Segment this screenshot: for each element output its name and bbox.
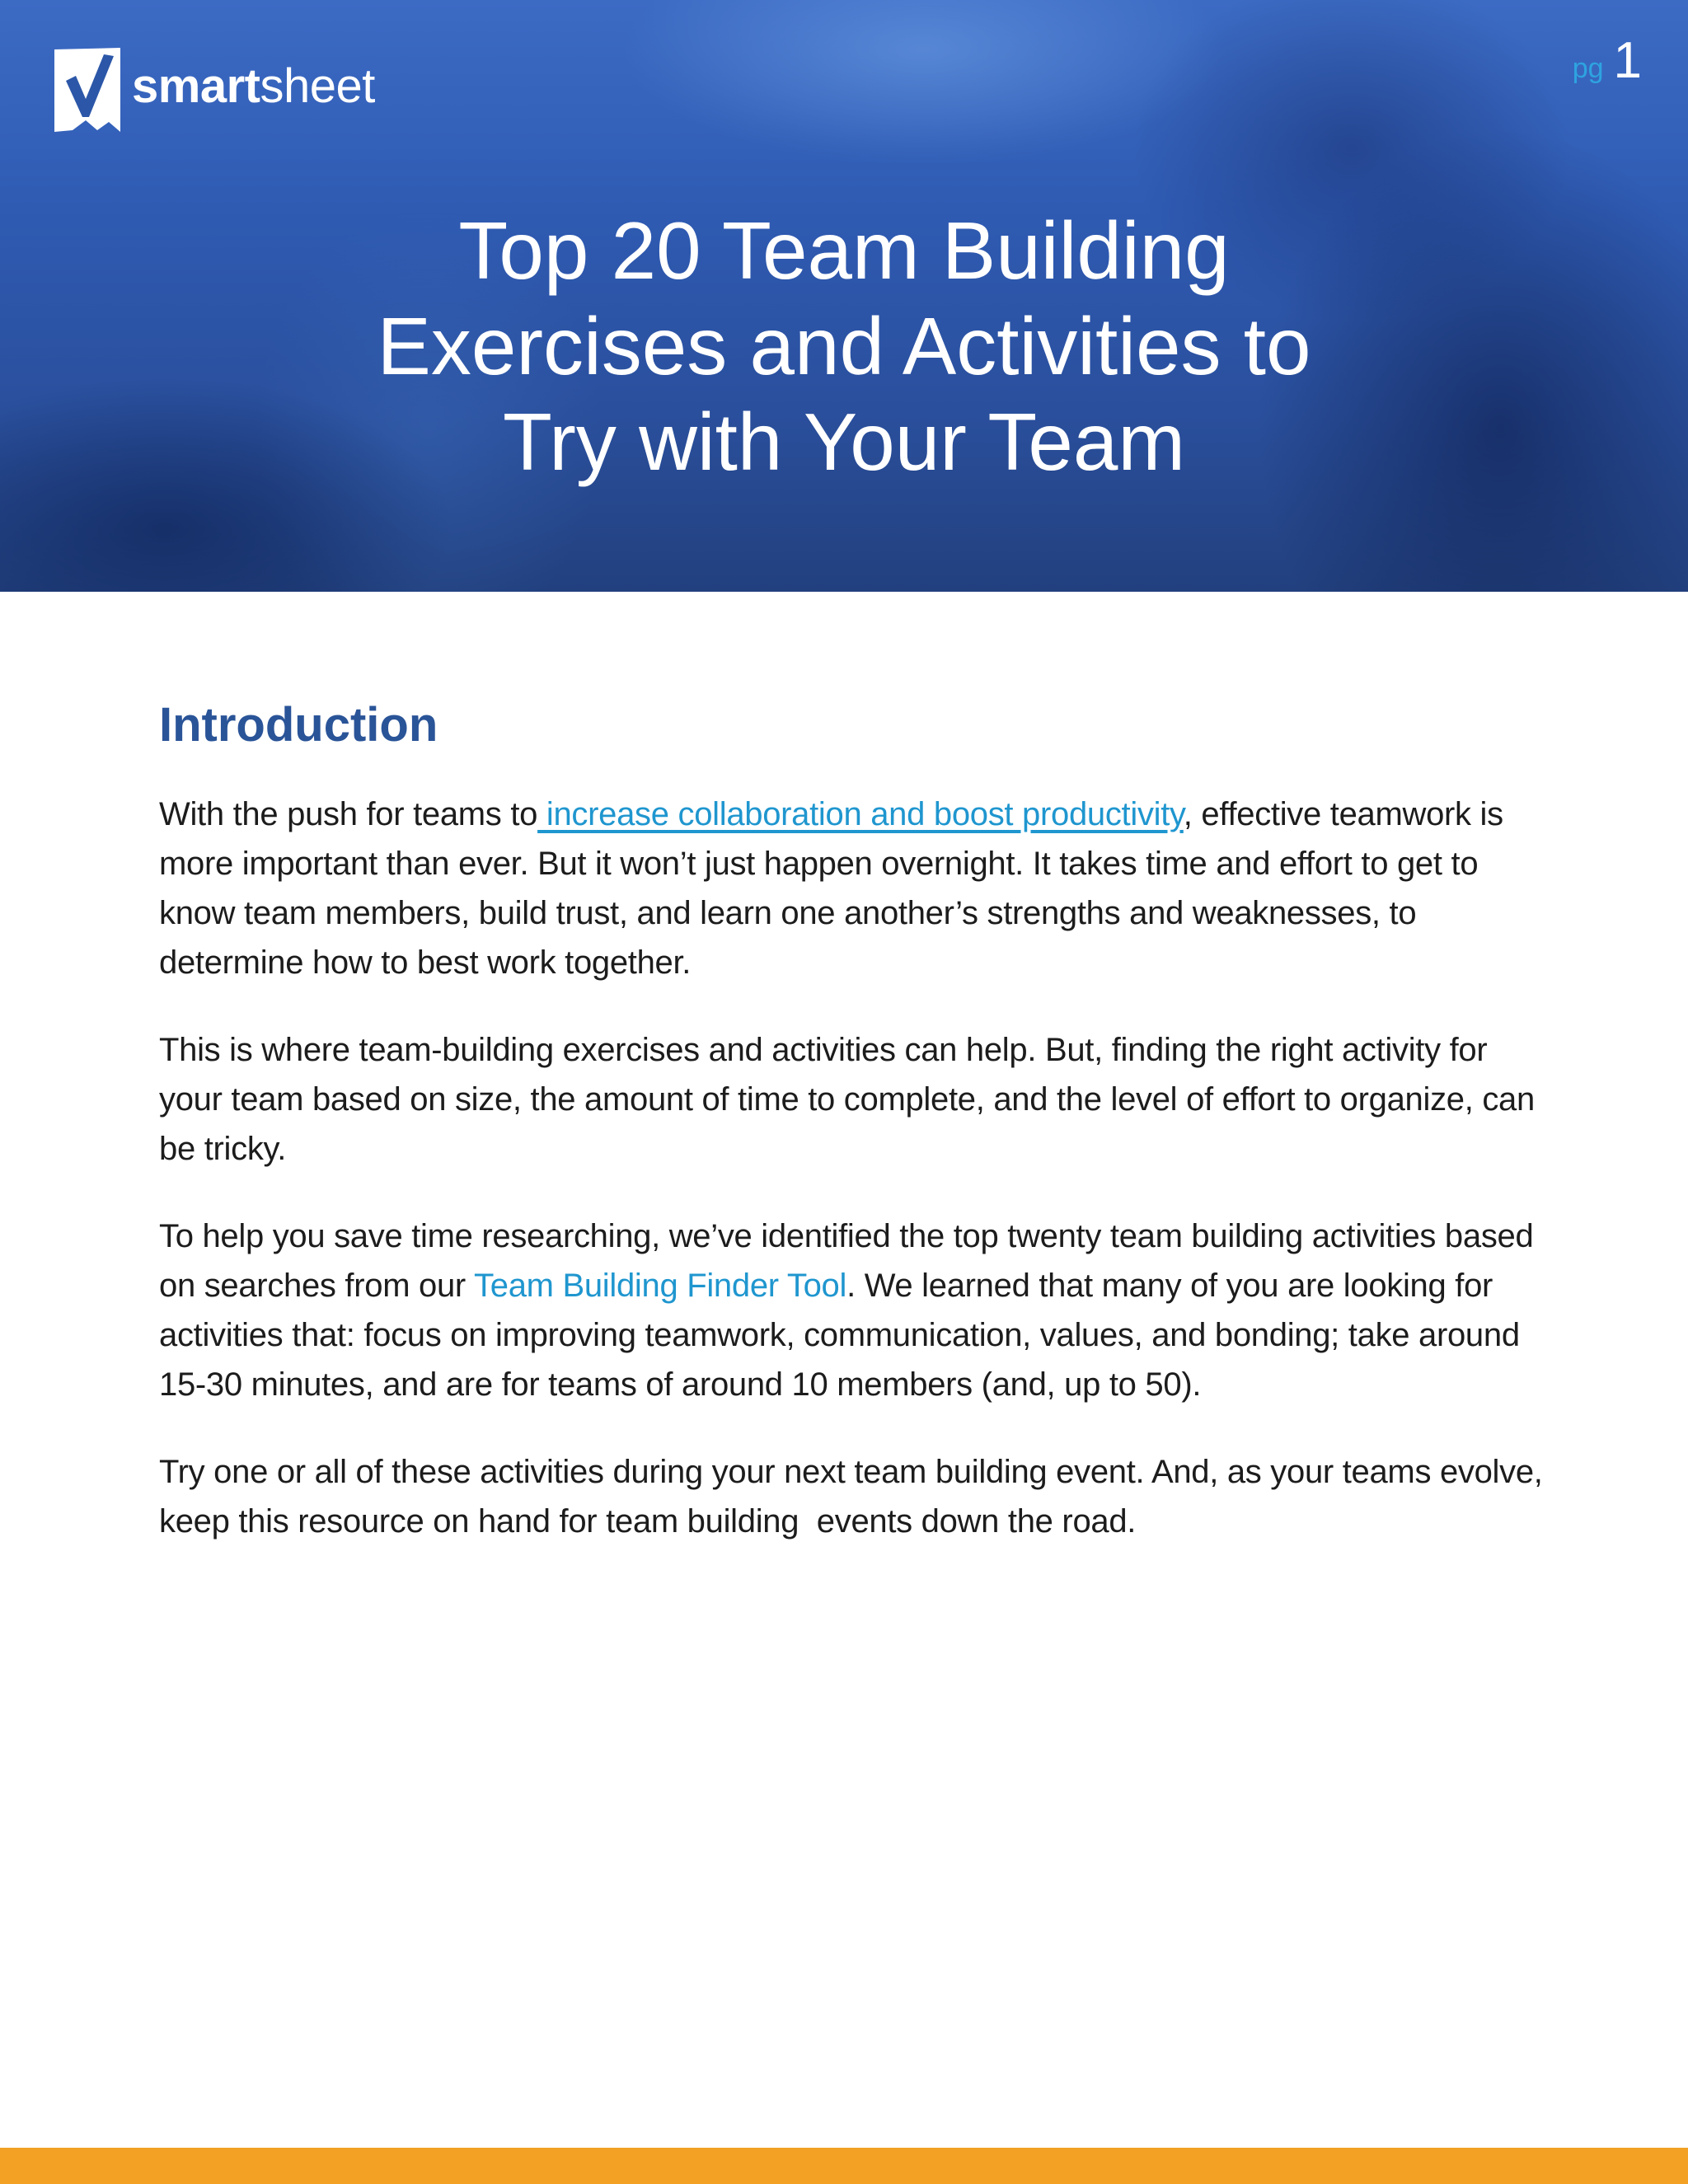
smartsheet-check-icon: [54, 48, 120, 132]
paragraph-text: With the push for teams to: [159, 796, 538, 832]
document-title: [0, 203, 1688, 490]
collaboration-link[interactable]: increase collaboration and boost productivity: [537, 796, 1184, 832]
page-number-value: 1: [1613, 32, 1642, 89]
team-building-finder-link[interactable]: Team Building Finder Tool: [474, 1268, 847, 1304]
main-content: [159, 692, 1552, 1584]
intro-paragraph-1: [159, 790, 1544, 987]
footer-accent-bar: [0, 2148, 1688, 2184]
page-label: pg: [1572, 53, 1604, 84]
page-number: [1573, 31, 1642, 90]
paragraph-text: To help you save time researching, we’ve identified the top twenty team building activities based on searches from our: [159, 1218, 1534, 1304]
title-line: Try with Your Team: [503, 396, 1185, 487]
paragraph-text: , effective teamwork is more important than ever. But it won’t just happen overnight. It takes time and effort to get to know team members, build trust, and learn one another’s strengths and weaknesses, to determine how to best work together.: [159, 796, 1503, 981]
logo-wordmark: smartsheet: [132, 59, 375, 113]
intro-paragraph-4: Try one or all of these activities during your next team building event. And, as your teams evolve, keep this resource on hand for team building events down the road.: [159, 1454, 1552, 1540]
intro-paragraph-3: [159, 1212, 1544, 1409]
hero-banner: [0, 0, 1688, 592]
intro-paragraph-2: This is where team-building exercises and activities can help. But, finding the right activity for your team based on size, the amount of time to complete, and the level of effort to organize, can be tricky.: [159, 1032, 1535, 1167]
title-line: Top 20 Team Building: [458, 205, 1230, 296]
section-heading: Introduction: [159, 698, 438, 752]
title-line: Exercises and Activities to: [377, 301, 1311, 391]
smartsheet-logo[interactable]: [54, 48, 375, 132]
paragraph-text: . We learned that many of you are looking for activities that: focus on improving teamwork, communication, values, and bonding; take around 15-30 minutes, and are for teams of around 10 members (and, up to 50).: [159, 1268, 1520, 1403]
